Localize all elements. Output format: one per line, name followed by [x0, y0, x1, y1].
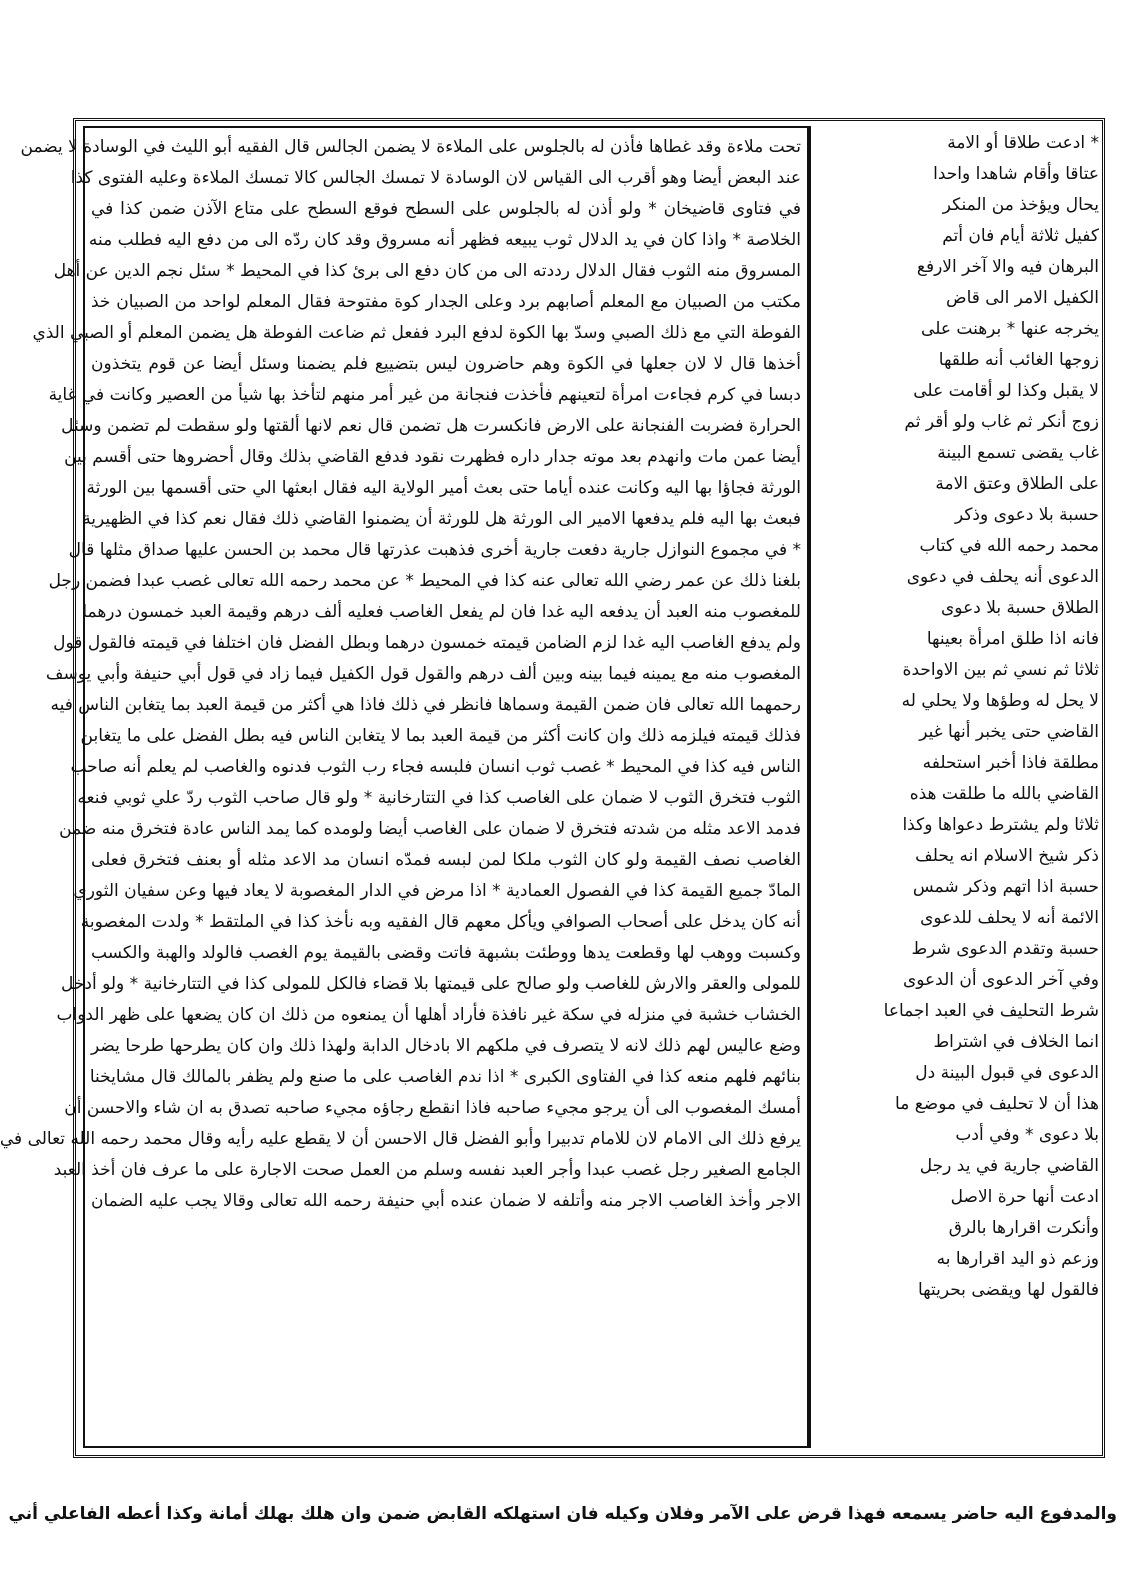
main-line: رحمهما الله تعالى فان ضمن القيمة وسماها فانظر في ذلك فاذا هي أكثر من قيمة العبد بما يتغابن الناس فيه: [50, 695, 801, 715]
main-line: الثوب فتخرق الثوب لا ضمان على الغاصب كذا في التتارخانية * ولو قال صاحب الثوب ردّ علي ثوبي فنعه: [77, 788, 801, 808]
margin-line: حسبة اذا اتهم وذكر شمس: [912, 877, 1099, 897]
main-line: الخلاصة * واذا كان في يد الدلال ثوب يبيعه فظهر أنه مسروق وقد كان ردّه الى من دفع اليه فطلب منه: [88, 230, 801, 250]
main-line: عند البعض أيضا وهو أقرب الى القياس لان الوسادة لا تمسك الجالس كالا تمسك الملاءة وعليه الفتوى كذا: [70, 168, 801, 188]
main-line: الجامع الصغير رجل غصب عبدا وأجر العبد نفسه وسلم من العمل صحت الاجارة على ما عرف فان أخذ العبد: [53, 1160, 801, 1180]
margin-line: حسبة وتقدم الدعوى شرط: [911, 939, 1099, 959]
main-line: للمغصوب منه العبد أن يدفعه اليه غدا فان لم يفعل الغاصب فعليه ألف درهم وقيمة العبد خمسون درهما: [82, 602, 801, 622]
main-text-column: [0, 132, 801, 1442]
main-line: ولم يدفع الغاصب اليه غدا لزم الضامن قيمته خمسون درهما وبطل الفضل فان اختلفا في قيمته فالقول قول: [53, 633, 801, 653]
margin-line: مطلقة فاذا أخبر استحلفه: [922, 753, 1099, 773]
main-line: بنائهم فلهم منعه كذا في الفتاوى الكبرى * اذا ندم الغاصب على ما صنع ولم يظفر بالمالك قال مشايخنا: [89, 1067, 801, 1087]
margin-commentary-column: [817, 128, 1099, 1448]
margin-line: ذكر شيخ الاسلام انه يحلف: [915, 846, 1099, 866]
margin-line: البرهان فيه والا آخر الارفع: [916, 257, 1099, 277]
main-line: الحرارة فضربت الفنجانة على الارض فانكسرت هل تضمن قال نعم لانها ألقتها ولو سقطت لم تضمن وسئل: [61, 416, 801, 436]
main-line: المسروق منه الثوب فقال الدلال رددته الى من كان دفع الى برئ كذا في المحيط * سئل نجم الدين عن أهل: [53, 261, 801, 281]
margin-line: * ادعت طلاقا أو الامة: [947, 133, 1099, 153]
main-line: تحت ملاءة وقد غطاها فأذن له بالجلوس على الملاءة لا يضمن الجالس قال الفقيه أبو الليث في الوسادة لا يضمن: [20, 137, 801, 157]
margin-line: ثلاثا ولم يشترط دعواها وكذا: [902, 815, 1099, 835]
main-line: دبسا في كرم فجاءت امرأة لتعينهم فأخذت فنجانة من غير أمر منهم لتأخذ بها شيأ من العصير وكانت في غاية: [48, 385, 801, 405]
main-line: الناس فيه كذا في المحيط * غصب ثوب انسان فلبسه فجاء رب الثوب فدنوه والغاصب لم يعلم أنه صاحب: [70, 757, 801, 777]
main-line: الغاصب نصف القيمة ولو كان الثوب ملكا لمن لبسه فمدّه انسان مد الاعد مثله أو بعنف فتخرق فعلى: [91, 850, 801, 870]
margin-line: القاضي جارية في يد رجل: [919, 1156, 1099, 1176]
margin-line: كفيل ثلاثة أيام فان أتم: [942, 226, 1099, 246]
margin-line: زوج أنكر ثم غاب ولو أقر ثم: [904, 412, 1099, 432]
margin-line: فانه اذا طلق امرأة بعينها: [926, 629, 1099, 649]
main-line: أنه كان يدخل على أصحاب الصوافي ويأكل معهم قال الفقيه وبه نأخذ كذا في الملتقط * ولدت المغصوبة: [80, 912, 801, 932]
margin-line: الدعوى في قبول البينة دل: [915, 1063, 1099, 1083]
margin-line: يحال ويؤخذ من المنكر: [942, 195, 1099, 215]
main-line: أخذها قال لا لان جعلها في الكوة وهم حاضرون ليس بتضييع فلم يضمنا وسئل أيضا عن قوم يتخذون: [91, 354, 801, 374]
margin-line: وفي آخر الدعوى أن الدعوى: [902, 970, 1099, 990]
margin-line: الدعوى أنه يحلف في دعوى: [906, 567, 1099, 587]
margin-line: فالقول لها ويقضى بحريتها: [917, 1280, 1099, 1300]
main-line: الاجر وأخذ الغاصب الاجر منه وأتلفه لا ضمان عنده أبي حنيفة رحمه الله تعالى وقالا يجب عليه الضمان: [91, 1191, 801, 1211]
main-line: * في مجموع النوازل جارية دفعت جارية أخرى فذهبت عذرتها قال محمد بن الحسن عليها صداق مثلها قال: [68, 540, 801, 560]
margin-line: حسبة بلا دعوى وذكر: [954, 505, 1099, 525]
main-line: فبعث بها اليه فلم يدفعها الامير الى الورثة هل للورثة أن يضمنوا القاضي ذلك فقال نعم كذا في الظهيرية: [82, 509, 801, 529]
main-line: أمسك المغصوب الى أن يرجو مجيء صاحبه فاذا انقطع رجاؤه مجيء صاحبه تصدق به ان شاء والاحسن أن: [64, 1098, 801, 1118]
margin-line: انما الخلاف في اشتراط: [933, 1032, 1099, 1052]
main-line: أيضا عمن مات وانهدم بعد موته جدار داره فظهرت نقود فدفع القاضي بذلك وقال أحضروها حتى أقسم بين: [64, 447, 801, 467]
margin-line: لا يقبل وكذا لو أقامت على: [913, 381, 1099, 401]
margin-line: عتاقا وأقام شاهدا واحدا: [933, 164, 1099, 184]
main-line: في فتاوى قاضيخان * ولو أذن له بالجلوس على السطح فوقع السطح على متاع الآذن ضمن كذا في: [91, 199, 801, 219]
margin-line: الكفيل الامر الى قاض: [946, 288, 1099, 308]
margin-line: لا يحل له وطؤها ولا يحلي له: [901, 691, 1099, 711]
margin-line: غاب يقضى تسمع البينة: [937, 443, 1099, 463]
margin-line: بلا دعوى * وفي أدب: [955, 1125, 1099, 1145]
margin-line: الطلاق حسبة بلا دعوى: [941, 598, 1099, 618]
footer-second-line: والمدفوع اليه حاضر يسمعه فهذا قرض على الآمر وفلان وكيله فان استهلكه القابض ضمن وان هلك بهلك أمانة وكذا أعطه الفاعلي أني: [8, 1504, 1117, 1524]
margin-line: هذا أن لا تحليف في موضع ما: [895, 1094, 1099, 1114]
margin-line: الائمة أنه لا يحلف للدعوى: [920, 908, 1099, 928]
margin-line: محمد رحمه الله في كتاب: [919, 536, 1099, 556]
margin-line: زوجها الغائب أنه طلقها: [938, 350, 1099, 370]
main-line: وضع عاليس لهم ذلك لانه لا يتصرف في ملكهم الا بادخال الدابة ولهذا ذلك وان كان يطرحها طرحا يضر: [91, 1036, 801, 1056]
margin-line: ادعت أنها حرة الاصل: [950, 1187, 1099, 1207]
margin-line: على الطلاق وعتق الامة: [935, 474, 1099, 494]
margin-line: يخرجه عنها * برهنت على: [921, 319, 1099, 339]
main-line: الخشاب خشبة في منزله في سكة غير نافذة فأراد أهلها أن يمنعوه من ذلك ان كان يضعها على ظهر الدواب: [56, 1005, 801, 1025]
main-line: الفوطة التي مع ذلك الصبي وسدّ بها الكوة لدفع البرد ففعل ثم ضاعت الفوطة هل يضمن المعلم أو الصبي الذي: [32, 323, 801, 343]
margin-line: وزعم ذو اليد اقرارها به: [936, 1249, 1099, 1269]
margin-line: القاضي حتى يخبر أنها غير: [919, 722, 1099, 742]
margin-line: شرط التحليف في العبد اجماعا: [883, 1001, 1099, 1021]
column-divider: [809, 126, 811, 1448]
main-line: وكسبت ووهب لها وقطعت يدها ووطئت بشبهة فاتت وقضى بالقيمة يوم الغصب فالولد والهبة والكسب: [91, 943, 801, 963]
margin-line: القاضي بالله ما طلقت هذه: [909, 784, 1099, 804]
main-line: للمولى والعقر والارش للغاصب ولو صالح على قيمتها بلا قضاء فالكل للمولى كذا في التتارخانية * ولو أدخل: [61, 974, 801, 994]
main-line: مكتب من الصبيان مع المعلم أصابهم برد وعلى الجدار كوة مفتوحة فقال المعلم لواحد من الصبيان خذ: [91, 292, 801, 312]
main-line: الورثة فجاؤا بها اليه وكانت عنده أياما حتى بعث أمير الولاية اليه فقال ابعثها الي حتى أقسمها بين الورثة: [86, 478, 801, 498]
margin-line: ثلاثا ثم نسي ثم بين الاواحدة: [902, 660, 1099, 680]
main-line: فذلك قيمته فيلزمه ذلك وان كانت أكثر من قيمة العبد بما لا يتغابن الناس فيه بطل الفضل على ما يتغابن: [80, 726, 801, 746]
margin-line: وأنكرت اقرارها بالرق: [948, 1218, 1099, 1238]
main-line: المغصوب منه مع يمينه فيما بينه وبين ألف درهم والقول قول الكفيل فيما زاد في قول أبي حنيفة وأبي يوسف: [45, 664, 801, 684]
main-line: فدمد الاعد مثله من شدته فتخرق لا ضمان على الغاصب أيضا ولومده كما يمد الناس عادة فتخرق منه ضمن: [59, 819, 801, 839]
main-line: المادّ جميع القيمة كذا في الفصول العمادية * اذا مرض في الدار المغصوبة لا يعاد فيها وعن سفيان الثوري: [73, 881, 801, 901]
main-line: بلغنا ذلك عن عمر رضي الله تعالى عنه كذا في المحيط * عن محمد رحمه الله تعالى غصب عبدا فضمن رجل: [48, 571, 801, 591]
main-line: يرفع ذلك الى الامام لان للامام تدبيرا وأبو الفضل قال الاحسن أن لا يقطع عليه رأيه وقال محمد رحمه الله تعالى في: [0, 1129, 801, 1149]
